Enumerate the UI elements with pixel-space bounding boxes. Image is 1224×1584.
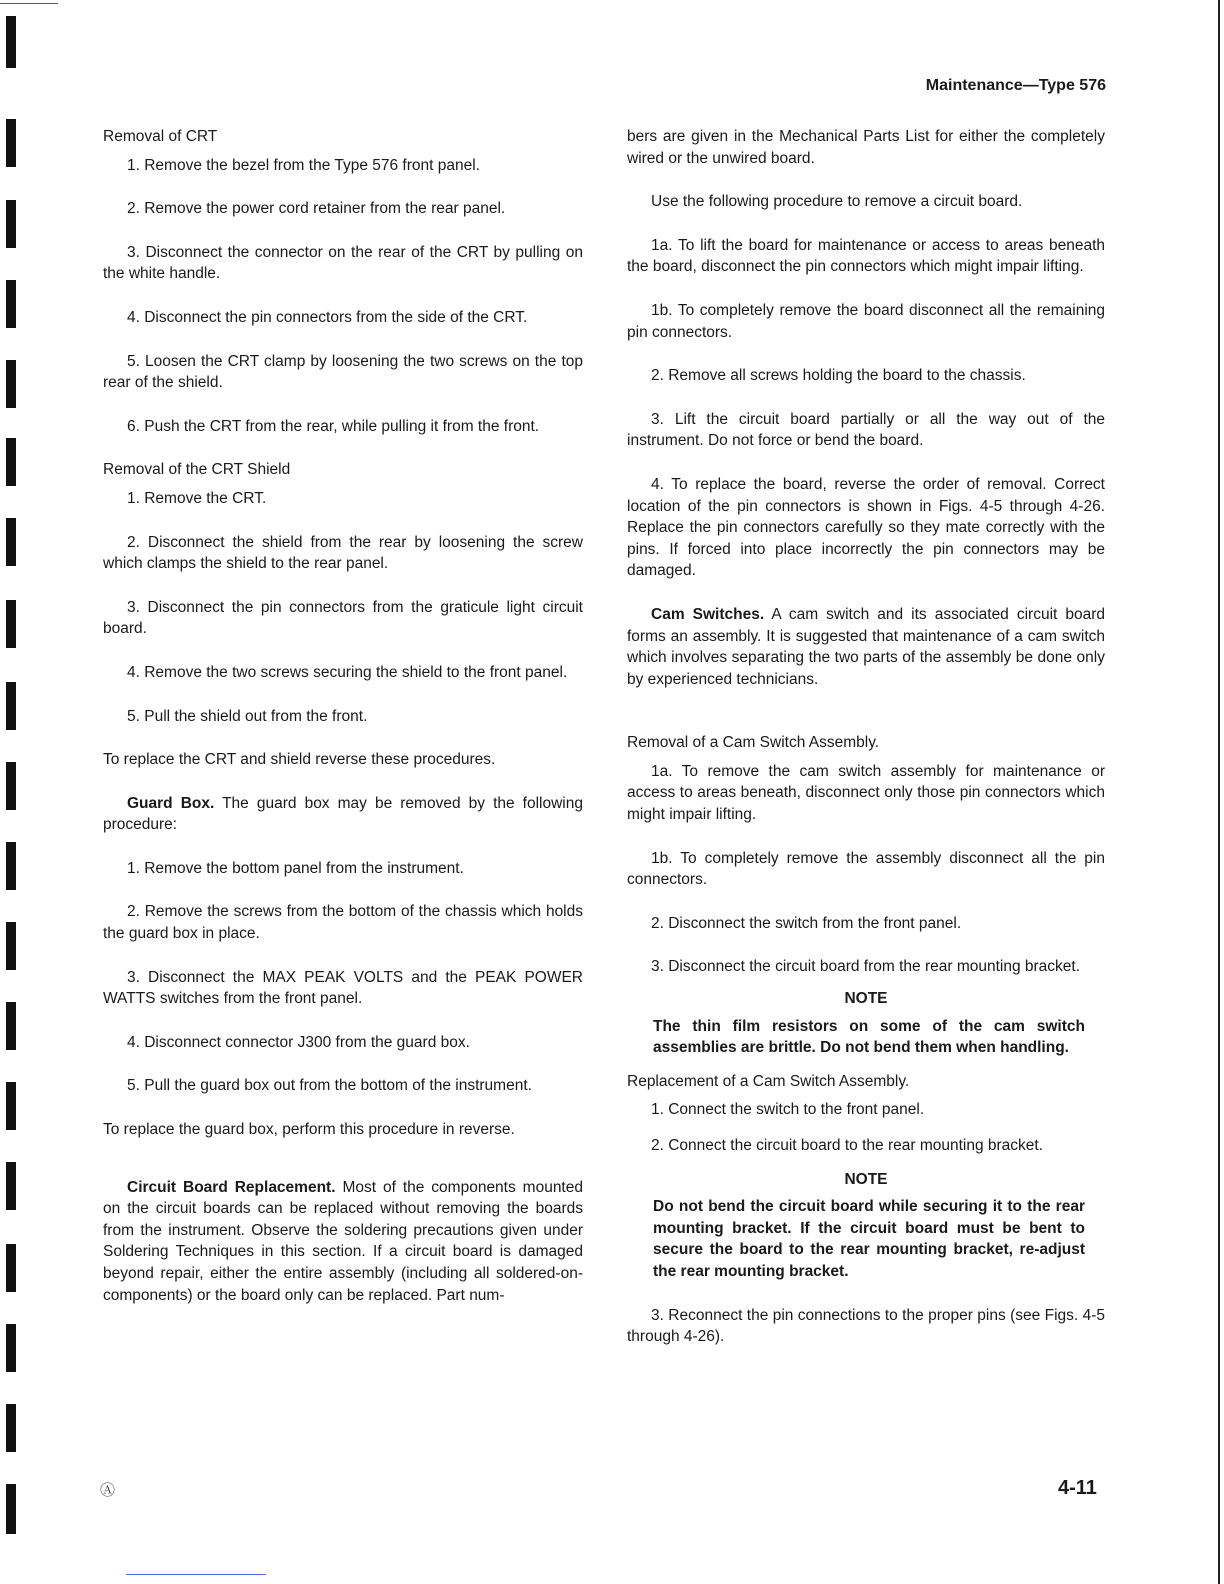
scan-edge-line (1218, 0, 1220, 1584)
shield-step: 3. Disconnect the pin connectors from the graticule light circuit board. (103, 598, 583, 638)
shield-step: 4. Remove the two screws securing the shield to the front panel. (127, 663, 568, 681)
note-heading: NOTE (844, 990, 888, 1008)
note-text: Do not bend the circuit board while securing it to the rear mounting bracket. If the circuit board must be bent to secure the board to the rear mounting bracket, re-adjust the rear mounting bracket. (653, 1198, 1085, 1280)
board-step: 2. Remove all screws holding the board to the chassis. (651, 367, 1026, 385)
cam-removal-step: 1a. To remove the cam switch assembly for maintenance or access to areas beneath, disconnect only those pin connectors which might impair lifting. (627, 762, 1105, 824)
left-column (103, 126, 583, 1306)
binding-bar (6, 360, 16, 408)
binding-bar (6, 1244, 16, 1292)
crt-step: 5. Loosen the CRT clamp by loosening the two screws on the top rear of the shield. (103, 352, 583, 392)
cam-removal-step: 1b. To completely remove the assembly disconnect all the pin connectors. (627, 849, 1105, 889)
paragraph: To replace the CRT and shield reverse these procedures. (103, 751, 496, 769)
paragraph: Use the following procedure to remove a circuit board. (651, 193, 1023, 211)
paragraph: bers are given in the Mechanical Parts List for either the completely wired or the unwired board. (627, 128, 1105, 167)
note-text: The thin film resistors on some of the cam switch assemblies are brittle. Do not bend them when handling. (653, 1017, 1085, 1057)
guard-box-paragraph (103, 793, 583, 836)
binding-bar (6, 1484, 16, 1534)
scan-edge-line (0, 3, 58, 4)
board-step: 1b. To completely remove the board disconnect all the remaining pin connectors. (627, 301, 1105, 341)
revision-mark: Ⓐ (100, 1482, 116, 1499)
crt-step: 3. Disconnect the connector on the rear of the CRT by pulling on the white handle. (103, 243, 583, 283)
binding-bar (6, 438, 16, 486)
guard-step: 2. Remove the screws from the bottom of the chassis which holds the guard box in place. (103, 903, 583, 943)
crt-step: 2. Remove the power cord retainer from the rear panel. (127, 200, 506, 218)
paragraph-text: A cam switch and its associated circuit board forms an assembly. It is suggested that maintenance of a cam switch which involves separating the two parts of the assembly be done only by experienced technicians. (627, 605, 1105, 688)
section-heading: Replacement of a Cam Switch Assembly. (627, 1072, 910, 1090)
paragraph-text: Most of the components mounted on the circuit boards can be replaced without removing the boards from the instrument. Observe the soldering precautions given under Soldering Techniques in this section. If a circuit board is damaged beyond repair, either the entire assembly (including all soldered-on-components) or the board only can be replaced. Part num- (103, 1178, 583, 1304)
binding-bar (6, 922, 16, 970)
board-step: 3. Lift the circuit board partially or all the way out of the instrument. Do not force or bend the board. (627, 410, 1105, 450)
shield-step: 2. Disconnect the shield from the rear by loosening the screw which clamps the shield to the rear panel. (103, 533, 583, 573)
run-in-heading: Cam Switches. (651, 605, 765, 623)
section-heading: Removal of a Cam Switch Assembly. (627, 734, 880, 752)
page-number: 4-11 (1058, 1477, 1097, 1499)
guard-step: 4. Disconnect connector J300 from the guard box. (127, 1033, 470, 1051)
binding-bar (6, 16, 16, 68)
paragraph: To replace the guard box, perform this procedure in reverse. (103, 1121, 515, 1139)
run-in-heading: Circuit Board Replacement. (127, 1178, 336, 1196)
guard-step: 3. Disconnect the MAX PEAK VOLTS and the PEAK POWER WATTS switches from the front panel. (103, 968, 583, 1008)
binding-bar (6, 1324, 16, 1372)
cam-replace-step: 3. Reconnect the pin connections to the proper pins (see Figs. 4-5 through 4-26). (627, 1306, 1105, 1346)
binding-bar (6, 119, 16, 167)
board-step: 4. To replace the board, reverse the order of removal. Correct location of the pin connectors is shown in Figs. 4-5 through 4-26. Replace the pin connectors carefully so they mate correctly with the pins. If forced into place incorrectly the pin connectors may be damaged. (627, 475, 1105, 580)
right-column (627, 126, 1105, 1348)
running-header: Maintenance—Type 576 (925, 77, 1106, 94)
binding-bar (6, 280, 16, 328)
crt-step: 4. Disconnect the pin connectors from the side of the CRT. (127, 308, 528, 326)
run-in-heading: Guard Box. (127, 794, 215, 812)
crt-step: 6. Push the CRT from the rear, while pulling it from the front. (127, 417, 540, 435)
scan-edge-line (126, 1574, 266, 1575)
binding-bar (6, 1002, 16, 1050)
circuit-board-paragraph (103, 1177, 583, 1307)
guard-step: 1. Remove the bottom panel from the instrument. (127, 859, 464, 877)
binding-bar (6, 1404, 16, 1452)
binding-bar (6, 842, 16, 890)
guard-step: 5. Pull the guard box out from the bottom of the instrument. (127, 1077, 532, 1095)
shield-step: 1. Remove the CRT. (127, 489, 267, 507)
cam-removal-step: 3. Disconnect the circuit board from the rear mounting bracket. (651, 958, 1081, 976)
binding-bar (6, 600, 16, 648)
shield-step: 5. Pull the shield out from the front. (127, 707, 368, 725)
cam-switches-paragraph (627, 604, 1105, 690)
paragraph-text: The guard box may be removed by the following procedure: (103, 794, 583, 834)
section-heading: Removal of CRT (103, 128, 218, 145)
section-heading: Removal of the CRT Shield (103, 461, 291, 479)
binding-bar (6, 200, 16, 248)
cam-replace-step: 1. Connect the switch to the front panel. (651, 1101, 925, 1119)
note-heading: NOTE (844, 1170, 888, 1188)
crt-step: 1. Remove the bezel from the Type 576 front panel. (127, 156, 480, 174)
binding-bar (6, 762, 16, 810)
binding-bar (6, 1162, 16, 1210)
board-step: 1a. To lift the board for maintenance or access to areas beneath the board, disconnect the pin connectors which might impair lifting. (627, 236, 1105, 276)
binding-bar (6, 682, 16, 730)
binding-bar (6, 518, 16, 566)
cam-replace-step: 2. Connect the circuit board to the rear mounting bracket. (651, 1137, 1044, 1154)
cam-removal-step: 2. Disconnect the switch from the front panel. (651, 914, 962, 932)
binding-bar (6, 1082, 16, 1130)
